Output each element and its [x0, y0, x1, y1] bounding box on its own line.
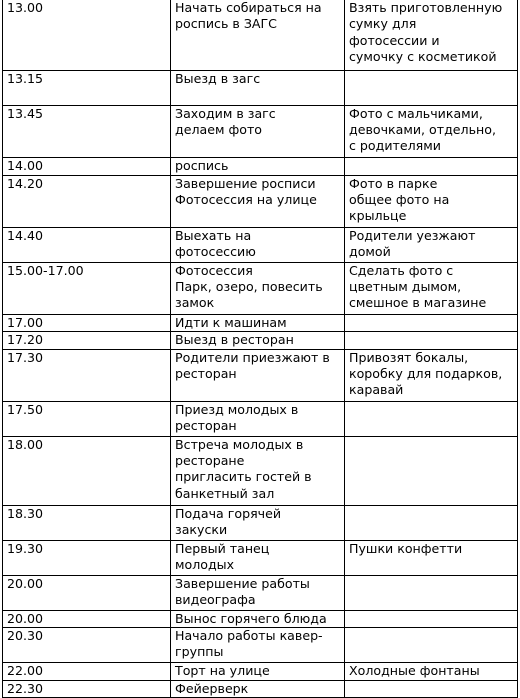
schedule-row: [3, 663, 518, 681]
note-cell: [345, 70, 518, 105]
schedule-row: [3, 349, 518, 401]
event-cell: Начать собираться на роспись в ЗАГС: [171, 0, 345, 70]
note-cell: Взять приготовленную сумку для фотосессии и сумочку с косметикой: [345, 0, 518, 70]
note-cell: Холодные фонтаны: [345, 663, 518, 681]
time-cell: 15.00-17.00: [3, 262, 171, 314]
schedule-row: [3, 575, 518, 610]
time-cell: 20.30: [3, 628, 171, 663]
time-cell: 13.00: [3, 0, 171, 70]
time-cell: 14.00: [3, 157, 171, 175]
event-cell: Подача горячей закуски: [171, 505, 345, 540]
note-cell: Родители уезжают домой: [345, 227, 518, 262]
schedule-row: [3, 70, 518, 105]
time-cell: 17.00: [3, 314, 171, 331]
schedule-row: [3, 505, 518, 540]
event-cell: Вынос горячего блюда: [171, 610, 345, 627]
note-cell: Пушки конфетти: [345, 540, 518, 575]
note-cell: [345, 505, 518, 540]
time-cell: 22.30: [3, 681, 171, 698]
note-cell: Фото с мальчиками, девочками, отдельно, с родителями: [345, 105, 518, 157]
event-cell: Выехать на фотосессию: [171, 227, 345, 262]
time-cell: 20.00: [3, 575, 171, 610]
time-cell: 19.30: [3, 540, 171, 575]
schedule-table-body: [3, 0, 518, 698]
schedule-row: [3, 314, 518, 331]
time-cell: 13.45: [3, 105, 171, 157]
time-cell: 14.20: [3, 175, 171, 227]
event-cell: роспись: [171, 157, 345, 175]
note-cell: [345, 401, 518, 436]
note-cell: Привозят бокалы, коробку для подарков, каравай: [345, 349, 518, 401]
note-cell: [345, 314, 518, 331]
time-cell: 17.50: [3, 401, 171, 436]
time-cell: 13.15: [3, 70, 171, 105]
time-cell: 17.20: [3, 331, 171, 349]
event-cell: Заходим в загс делаем фото: [171, 105, 345, 157]
note-cell: [345, 610, 518, 627]
note-cell: [345, 157, 518, 175]
note-cell: [345, 436, 518, 505]
event-cell: Выезд в ресторан: [171, 331, 345, 349]
event-cell: Торт на улице: [171, 663, 345, 681]
note-cell: [345, 628, 518, 663]
event-cell: Приезд молодых в ресторан: [171, 401, 345, 436]
time-cell: 14.40: [3, 227, 171, 262]
event-cell: Родители приезжают в ресторан: [171, 349, 345, 401]
event-cell: Завершение работы видеографа: [171, 575, 345, 610]
schedule-row: [3, 628, 518, 663]
event-cell: Фотосессия Парк, озеро, повесить замок: [171, 262, 345, 314]
time-cell: 22.00: [3, 663, 171, 681]
schedule-row: [3, 436, 518, 505]
note-cell: [345, 575, 518, 610]
schedule-row: [3, 105, 518, 157]
schedule-row: [3, 175, 518, 227]
note-cell: Сделать фото с цветным дымом, смешное в магазине: [345, 262, 518, 314]
note-cell: Фото в парке общее фото на крыльце: [345, 175, 518, 227]
note-cell: [345, 681, 518, 698]
time-cell: 20.00: [3, 610, 171, 627]
schedule-row: [3, 227, 518, 262]
event-cell: Фейерверк: [171, 681, 345, 698]
event-cell: Первый танец молодых: [171, 540, 345, 575]
schedule-row: [3, 681, 518, 698]
event-cell: Идти к машинам: [171, 314, 345, 331]
time-cell: 18.00: [3, 436, 171, 505]
schedule-row: [3, 610, 518, 627]
event-cell: Выезд в загс: [171, 70, 345, 105]
event-cell: Завершение росписи Фотосессия на улице: [171, 175, 345, 227]
schedule-row: [3, 157, 518, 175]
note-cell: [345, 331, 518, 349]
schedule-row: [3, 262, 518, 314]
time-cell: 17.30: [3, 349, 171, 401]
schedule-row: [3, 331, 518, 349]
event-cell: Встреча молодых в ресторане пригласить гостей в банкетный зал: [171, 436, 345, 505]
schedule-row: [3, 0, 518, 70]
schedule-row: [3, 540, 518, 575]
schedule-row: [3, 401, 518, 436]
event-cell: Начало работы кавер- группы: [171, 628, 345, 663]
schedule-table: [2, 0, 518, 698]
time-cell: 18.30: [3, 505, 171, 540]
